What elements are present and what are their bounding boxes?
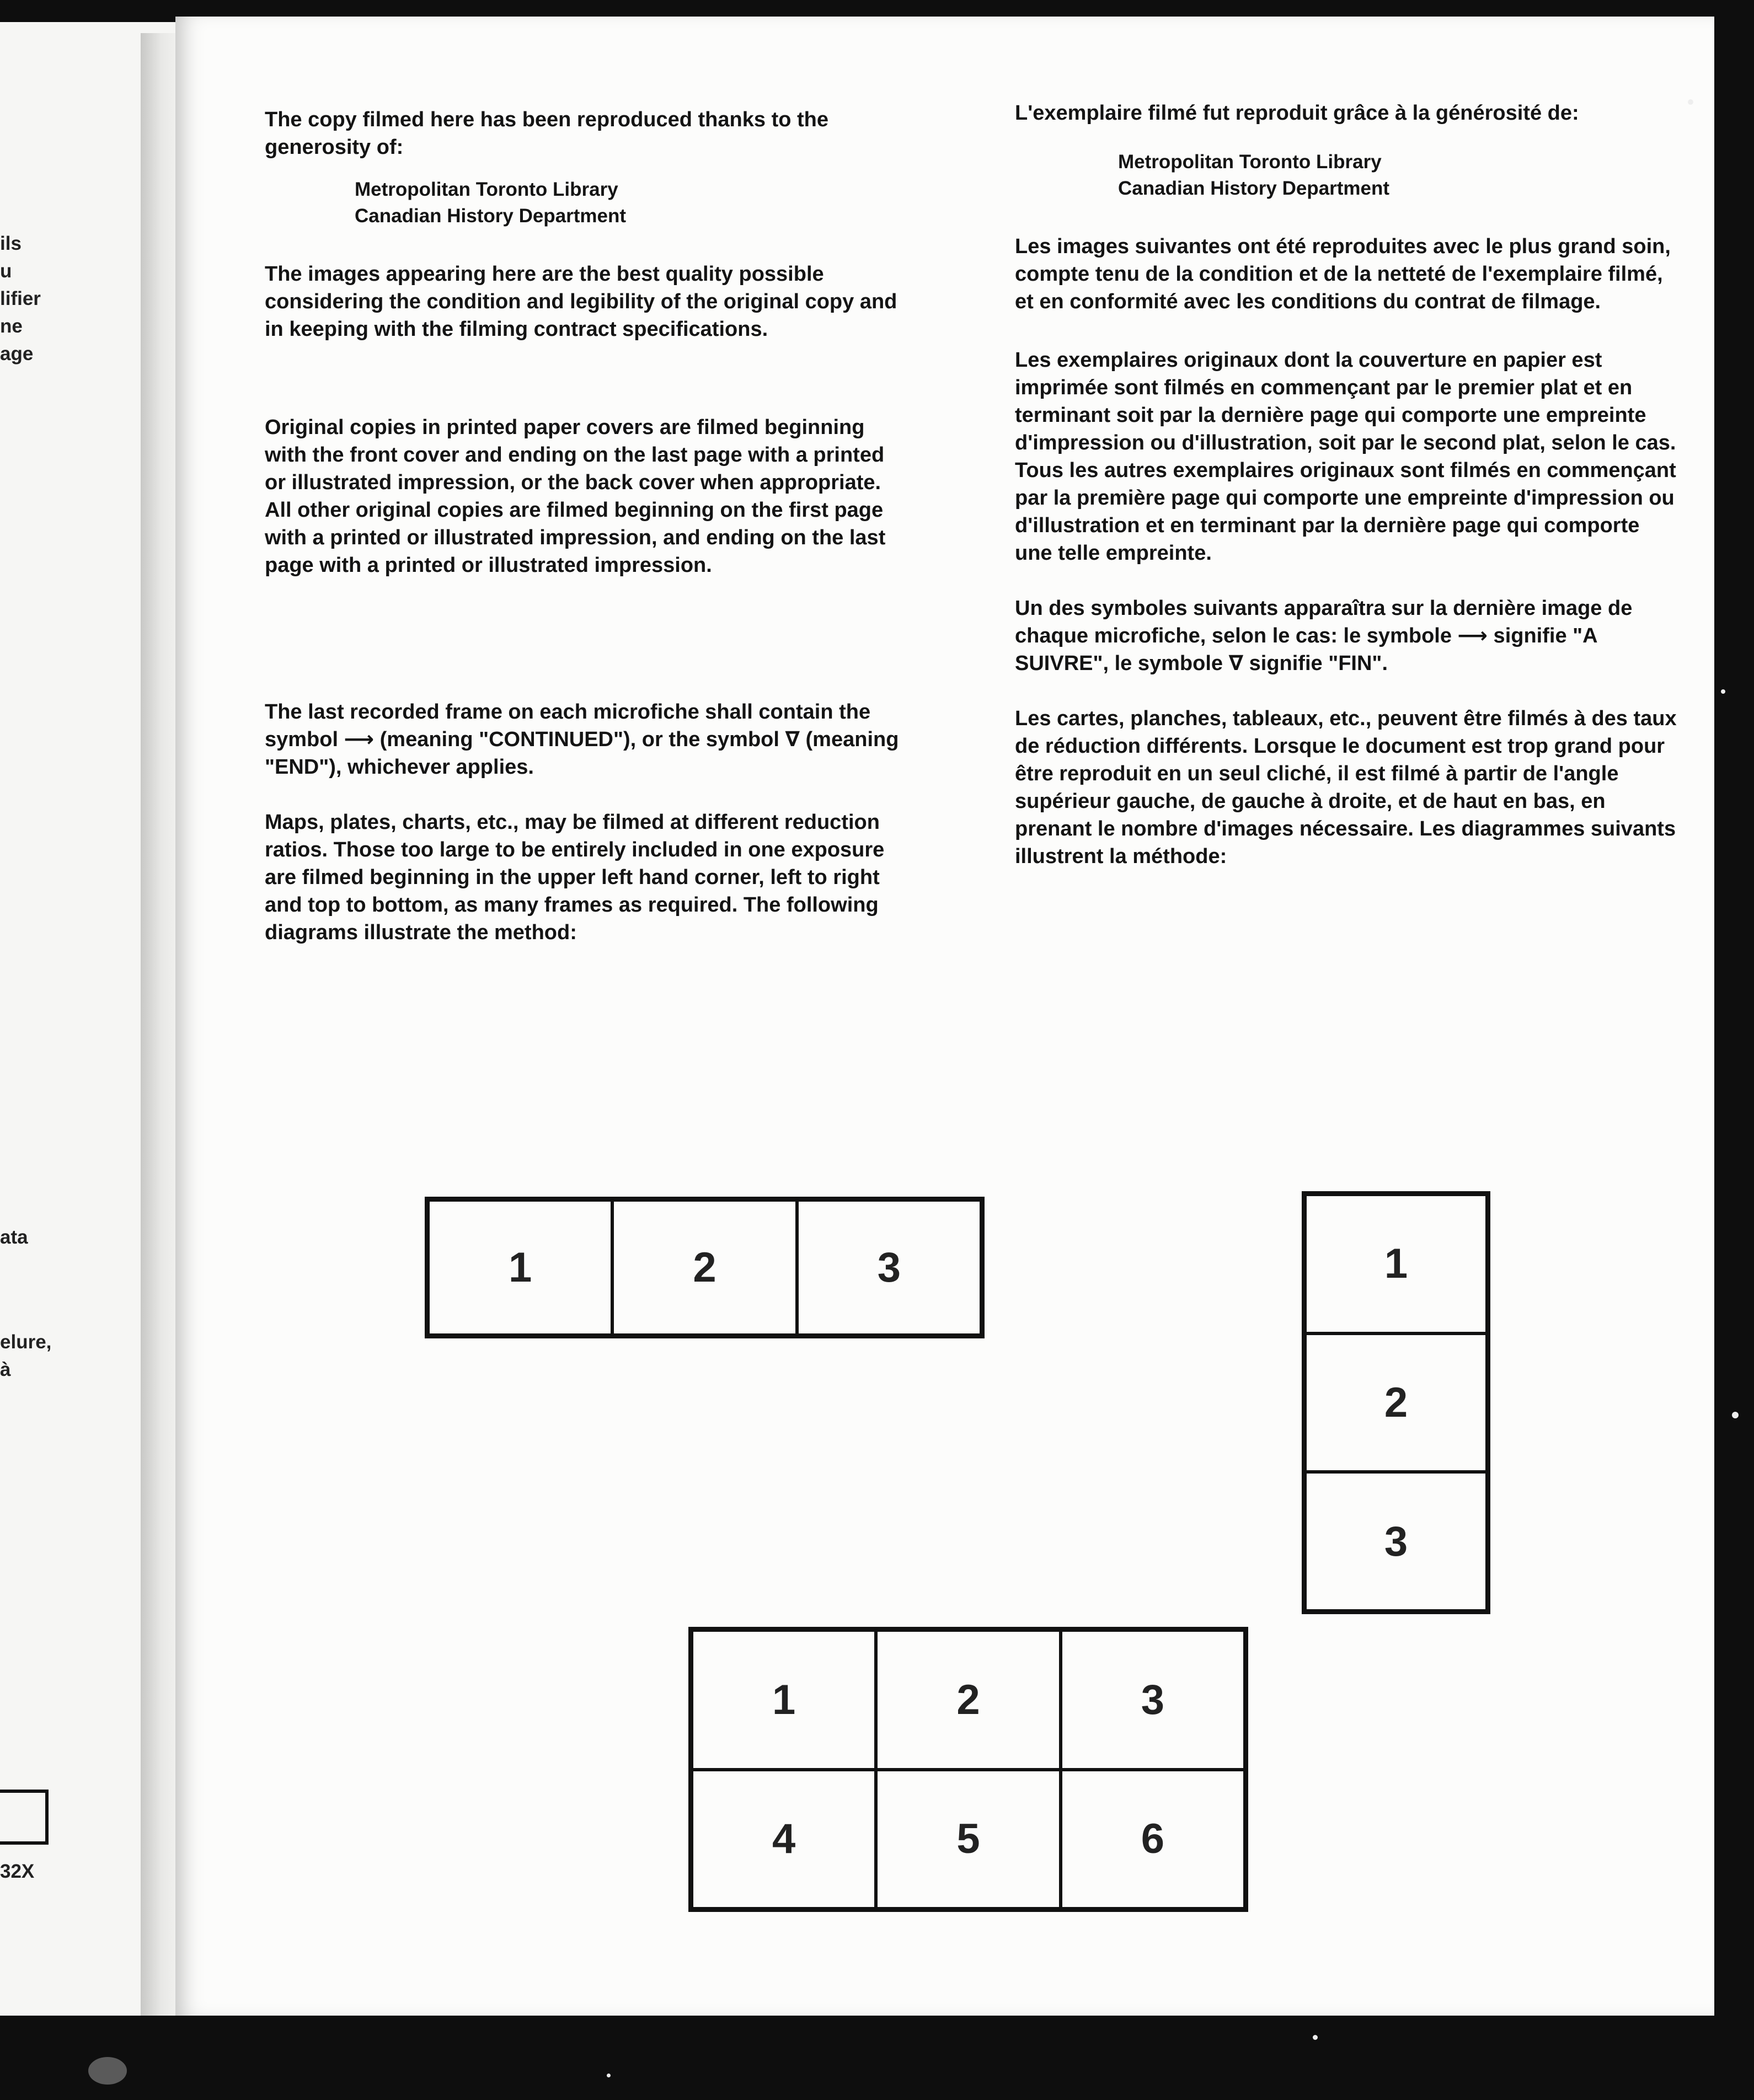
left-fragment-text: ne [0,315,23,337]
frame-cell: 2 [1305,1333,1487,1472]
english-quality-paragraph: The images appearing here are the best quality possible considering the condition and legibility of the original copy and in keeping with the filming contract specifications. [265,262,897,341]
french-maps-paragraph: Les cartes, planches, tableaux, etc., peuvent être filmés à des taux de réduction différents. Lorsque le document est trop grand pour être reproduit en un seul cliché, il est filmé à partir de l'angle supérieur gauche, de gauche à droite, et de haut en bas, en prenant le nombre d'images nécessaire. Les diagrammes suivants illustrent la méthode: [1015,707,1677,868]
english-library [265,176,899,229]
english-column [265,106,899,946]
main-page [175,17,1714,2016]
frame-cell: 3 [1061,1630,1245,1770]
film-speck [1721,689,1725,694]
frame-cell: 1 [1305,1194,1487,1333]
diagram-horizontal [425,1197,985,1338]
left-fragment-text: 32X [0,1861,35,1882]
left-fragment-text: ata [0,1226,28,1248]
english-intro: The copy filmed here has been reproduced thanks to the generosity of: [265,108,828,159]
film-speck [1732,1412,1739,1418]
frame-cell: 1 [692,1630,876,1770]
frame-cell: 2 [612,1200,796,1335]
library-department: Canadian History Department [355,205,627,227]
library-name: Metropolitan Toronto Library [1118,151,1382,173]
frame-cell: 3 [1305,1472,1487,1611]
frame-cell: 4 [692,1770,876,1909]
left-fragment-text: à [0,1359,11,1380]
english-symbols-paragraph: The last recorded frame on each microfiche shall contain the symbol ⟶ (meaning "CONTINUED"), or the symbol ∇ (meaning "END"), whichever applies. [265,700,899,779]
french-quality-paragraph: Les images suivantes ont été reproduites avec le plus grand soin, compte tenu de la condition et de la netteté de l'exemplaire filmé, et en conformité avec les conditions du contrat de filmage. [1015,235,1671,313]
diagram-grid [688,1627,1248,1912]
french-column [1015,99,1682,870]
frame-cell: 3 [797,1200,981,1335]
left-fragment-text: ils [0,233,22,254]
left-fragment-box [0,1790,49,1845]
film-speck [607,2074,611,2077]
frame-cell: 6 [1061,1770,1245,1909]
library-name: Metropolitan Toronto Library [355,179,618,200]
french-symbols-paragraph: Un des symboles suivants apparaîtra sur la dernière image de chaque microfiche, selon le cas: le symbole ⟶ signifie "A SUIVRE", le symbole ∇ signifie "FIN". [1015,597,1633,675]
french-library [1015,149,1682,202]
library-department: Canadian History Department [1118,178,1390,199]
french-originals-paragraph: Les exemplaires originaux dont la couverture en papier est imprimée sont filmés en commençant par le premier plat et en terminant soit par la dernière page qui comporte une empreinte d'impression ou d'illustration, soit par le second plat, selon le cas. Tous les autres exemplaires originaux sont filmés en commençant par la première page qui comporte une empreinte d'impression ou d'illustration et en terminant par la dernière page qui comporte une telle empreinte. [1015,349,1676,565]
left-fragment-text: lifier [0,288,41,309]
film-speck [88,2057,127,2085]
diagram-vertical [1302,1191,1490,1614]
english-originals-paragraph: Original copies in printed paper covers are filmed beginning with the front cover and ending on the last page with a printed or illustrated impression, or the back cover when appropriate. All other original copies are filmed beginning on the first page with a printed or illustrated impression, and ending on the last page with a printed or illustrated impression. [265,416,886,577]
film-speck [1313,2035,1318,2040]
frame-cell: 5 [876,1770,1060,1909]
french-intro: L'exemplaire filmé fut reproduit grâce à la générosité de: [1015,101,1579,125]
frame-cell: 2 [876,1630,1060,1770]
english-maps-paragraph: Maps, plates, charts, etc., may be filmed at different reduction ratios. Those too large to be entirely included in one exposure are filmed beginning in the upper left hand corner, left to right and top to bottom, as many frames as required. The following diagrams illustrate the method: [265,811,885,944]
frame-cell: 1 [428,1200,612,1335]
film-speck [1688,99,1693,105]
left-fragment-text: elure, [0,1331,52,1353]
left-fragment-text: u [0,260,12,282]
left-fragment-text: age [0,343,34,365]
